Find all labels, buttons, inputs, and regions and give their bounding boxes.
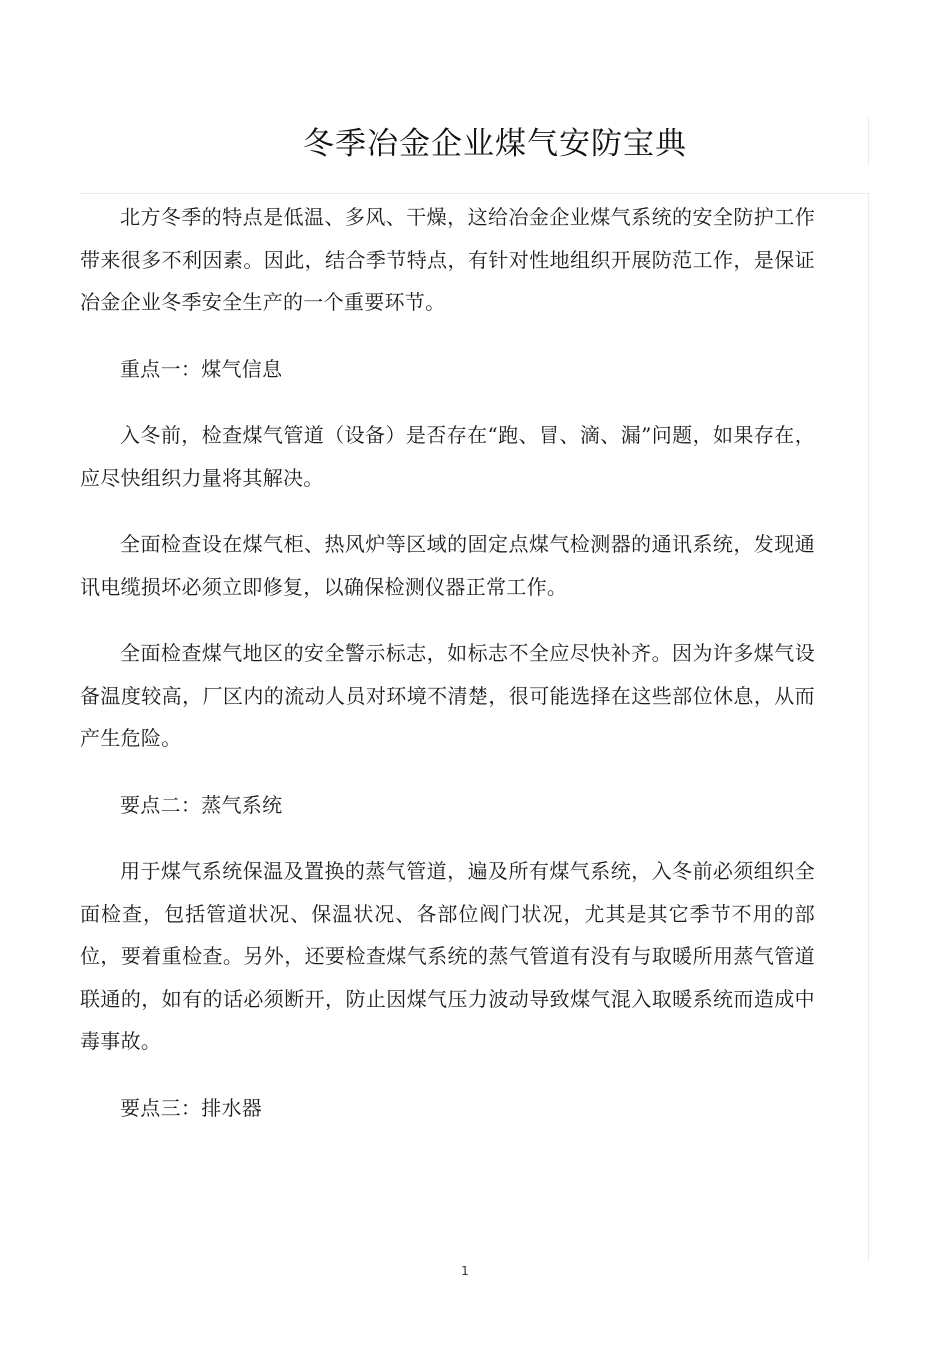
right-border-upper [868, 118, 869, 166]
page-number: 1 [461, 1264, 469, 1278]
paragraph: 全面检查煤气地区的安全警示标志，如标志不全应尽快补齐。因为许多煤气设备温度较高，厂区内的流动人员对环境不清楚，很可能选择在这些部位休息，从而产生危险。 [80, 641, 815, 750]
paragraph: 全面检查设在煤气柜、热风炉等区域的固定点煤气检测器的通讯系统，发现通讯电缆损坏必须立即修复，以确保检测仪器正常工作。 [80, 532, 815, 599]
right-border [868, 193, 869, 1261]
paragraph-intro: 北方冬季的特点是低温、多风、干燥，这给冶金企业煤气系统的安全防护工作带来很多不利因素。因此，结合季节特点，有针对性地组织开展防范工作，是保证冶金企业冬季安全生产的一个重要环节。 [80, 205, 815, 314]
document-body [80, 196, 815, 1153]
header-divider [80, 193, 870, 194]
section-heading-2: 要点二：蒸气系统 [120, 792, 283, 817]
section-heading-3: 要点三：排水器 [120, 1095, 263, 1120]
document-title: 冬季冶金企业煤气安防宝典 [303, 126, 687, 162]
section-heading-1: 重点一：煤气信息 [120, 356, 283, 381]
paragraph: 入冬前，检查煤气管道（设备）是否存在“跑、冒、滴、漏”问题，如果存在，应尽快组织力量将其解决。 [80, 423, 815, 490]
paragraph: 用于煤气系统保温及置换的蒸气管道，遍及所有煤气系统，入冬前必须组织全面检查，包括管道状况、保温状况、各部位阀门状况，尤其是其它季节不用的部位，要着重检查。另外，还要检查煤气系统的蒸气管道有没有与取暖所用蒸气管道联通的，如有的话必须断开，防止因煤气压力波动导致煤气混入取暖系统而造成中毒事故。 [80, 859, 815, 1053]
